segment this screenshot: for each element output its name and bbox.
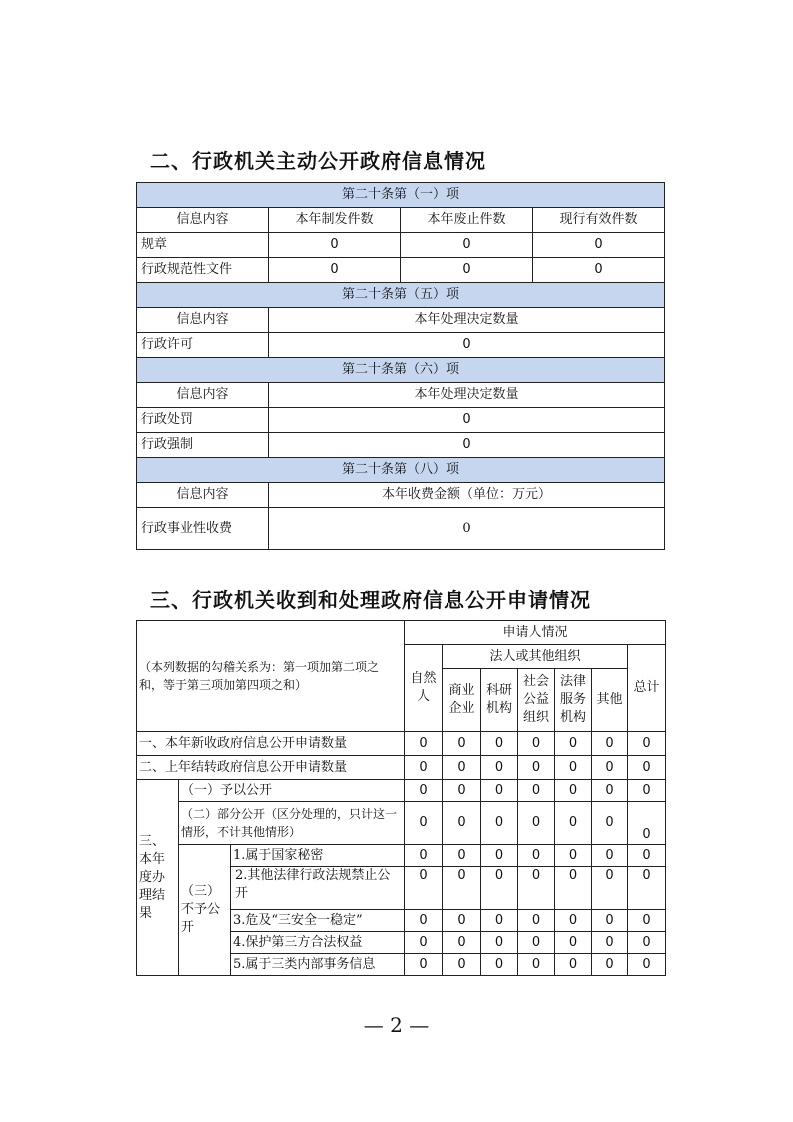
item5-col-count: 本年处理决定数量 (269, 308, 665, 333)
value-cell: 0 (592, 802, 628, 845)
value-cell: 0 (443, 954, 481, 976)
legal-org-header: 法人或其他组织 (443, 645, 628, 669)
value-cell: 0 (269, 258, 401, 283)
withheld-label: （三）不予公开 (179, 845, 231, 976)
legal-service-header: 法律服务机构 (555, 669, 592, 732)
value-cell: 0 (592, 932, 628, 954)
table-row (137, 258, 665, 283)
value-cell: 0 (481, 867, 518, 910)
value-cell: 0 (628, 932, 666, 954)
item6-column-row (137, 383, 665, 408)
value-cell: 0 (628, 732, 666, 756)
item1-column-row (137, 208, 665, 233)
item6-header-row (137, 358, 665, 383)
value-cell: 0 (405, 910, 443, 932)
row-label: 5.属于三类内部事务信息 (231, 954, 405, 976)
value-cell: 0 (481, 802, 518, 845)
item1-col-valid: 现行有效件数 (533, 208, 665, 233)
natural-person-header: 自然人 (405, 645, 443, 732)
applicant-header: 申请人情况 (405, 621, 666, 645)
value-cell: 0 (481, 845, 518, 867)
value-cell: 0 (555, 780, 592, 802)
value-cell: 0 (405, 954, 443, 976)
social-welfare-header: 社会公益组织 (518, 669, 555, 732)
item1-col-info: 信息内容 (137, 208, 269, 233)
value-cell: 0 (555, 954, 592, 976)
value-cell: 0 (405, 780, 443, 802)
section3-title: 三、行政机关收到和处理政府信息公开申请情况 (150, 588, 591, 612)
value-cell: 0 (628, 954, 666, 976)
row-label: 行政强制 (137, 433, 269, 458)
item5-header: 第二十条第（五）项 (137, 283, 665, 308)
value-cell: 0 (401, 258, 533, 283)
value-cell: 0 (518, 932, 555, 954)
table-row (137, 756, 666, 780)
value-cell: 0 (533, 258, 665, 283)
header-row (137, 621, 666, 645)
value-cell: 0 (628, 845, 666, 867)
total-header: 总计 (628, 645, 666, 732)
balance-note: （本列数据的勾稽关系为：第一项加第二项之和，等于第三项加第四项之和） (137, 621, 405, 732)
value-cell: 0 (269, 408, 665, 433)
value-cell: 0 (518, 954, 555, 976)
value-cell: 0 (555, 802, 592, 845)
row-label: 一、本年新收政府信息公开申请数量 (137, 732, 405, 756)
row-label: 行政处罚 (137, 408, 269, 433)
row-label: 行政规范性文件 (137, 258, 269, 283)
item8-col-info: 信息内容 (137, 483, 269, 508)
row-label: 二、上年结转政府信息公开申请数量 (137, 756, 405, 780)
value-cell: 0 (405, 845, 443, 867)
value-cell: 0 (481, 932, 518, 954)
value-cell: 0 (628, 910, 666, 932)
item8-column-row (137, 483, 665, 508)
proactive-disclosure-table (136, 182, 665, 550)
row-label: （一）予以公开 (179, 780, 405, 802)
row-label: 规章 (137, 233, 269, 258)
item6-col-info: 信息内容 (137, 383, 269, 408)
value-cell: 0 (443, 780, 481, 802)
value-cell: 0 (269, 433, 665, 458)
value-cell: 0 (481, 910, 518, 932)
processing-results-label: 三、本年度办理结果 (137, 780, 179, 976)
value-cell: 0 (481, 756, 518, 780)
value-cell: 0 (405, 756, 443, 780)
table-row (137, 333, 665, 358)
item8-header-row (137, 458, 665, 483)
value-cell: 0 (405, 932, 443, 954)
item6-header: 第二十条第（六）项 (137, 358, 665, 383)
item5-header-row (137, 283, 665, 308)
value-cell: 0 (518, 910, 555, 932)
value-cell: 0 (592, 845, 628, 867)
value-cell: 0 (518, 867, 555, 910)
value-cell: 0 (628, 780, 666, 802)
value-cell: 0 (592, 756, 628, 780)
table-row (137, 732, 666, 756)
value-cell: 0 (269, 233, 401, 258)
value-cell: 0 (518, 802, 555, 845)
item5-col-info: 信息内容 (137, 308, 269, 333)
page-number: — 2 — (363, 1013, 430, 1037)
research-header: 科研机构 (481, 669, 518, 732)
application-handling-table (136, 620, 666, 976)
table-row (137, 780, 666, 802)
value-cell: 0 (443, 802, 481, 845)
table-row (137, 845, 666, 867)
value-cell: 0 (592, 732, 628, 756)
row-label: 行政事业性收费 (137, 508, 269, 550)
item8-header: 第二十条第（八）项 (137, 458, 665, 483)
row-label: （二）部分公开（区分处理的，只计这一情形，不计其他情形） (179, 802, 405, 845)
row-label: 4.保护第三方合法权益 (231, 932, 405, 954)
value-cell: 0 (269, 333, 665, 358)
row-label: 3.危及“三安全一稳定” (231, 910, 405, 932)
value-cell: 0 (481, 780, 518, 802)
commercial-header: 商业企业 (443, 669, 481, 732)
table-row (137, 802, 666, 845)
value-cell: 0 (628, 802, 666, 845)
value-cell: 0 (555, 932, 592, 954)
value-cell: 0 (518, 756, 555, 780)
value-cell: 0 (405, 802, 443, 845)
value-cell: 0 (555, 756, 592, 780)
value-cell: 0 (628, 756, 666, 780)
row-label: 2.其他法律行政法规禁止公开 (231, 867, 405, 910)
section2-title: 二、行政机关主动公开政府信息情况 (150, 149, 486, 173)
row-label: 行政许可 (137, 333, 269, 358)
value-cell: 0 (443, 845, 481, 867)
value-cell: 0 (518, 780, 555, 802)
value-cell: 0 (518, 845, 555, 867)
value-cell: 0 (555, 867, 592, 910)
value-cell: 0 (443, 867, 481, 910)
value-cell: 0 (533, 233, 665, 258)
value-cell: 0 (405, 732, 443, 756)
value-cell: 0 (628, 867, 666, 910)
value-cell: 0 (405, 867, 443, 910)
item5-column-row (137, 308, 665, 333)
value-cell: 0 (592, 867, 628, 910)
item1-col-abolished: 本年废止件数 (401, 208, 533, 233)
value-cell: 0 (443, 910, 481, 932)
row-label: 1.属于国家秘密 (231, 845, 405, 867)
value-cell: 0 (555, 845, 592, 867)
item1-header: 第二十条第（一）项 (137, 183, 665, 208)
value-cell: 0 (555, 732, 592, 756)
item8-col-amount: 本年收费金额（单位：万元） (269, 483, 665, 508)
value-cell: 0 (481, 732, 518, 756)
value-cell: 0 (443, 756, 481, 780)
item1-col-issued: 本年制发件数 (269, 208, 401, 233)
value-cell: 0 (592, 780, 628, 802)
table-row (137, 233, 665, 258)
value-cell: 0 (481, 954, 518, 976)
table-row (137, 408, 665, 433)
value-cell: 0 (401, 233, 533, 258)
value-cell: 0 (269, 508, 665, 550)
table-row (137, 508, 665, 550)
value-cell: 0 (443, 732, 481, 756)
item6-col-count: 本年处理决定数量 (269, 383, 665, 408)
other-header: 其他 (592, 669, 628, 732)
value-cell: 0 (555, 910, 592, 932)
value-cell: 0 (592, 954, 628, 976)
value-cell: 0 (592, 910, 628, 932)
item1-header-row (137, 183, 665, 208)
table-row (137, 433, 665, 458)
value-cell: 0 (443, 932, 481, 954)
value-cell: 0 (518, 732, 555, 756)
